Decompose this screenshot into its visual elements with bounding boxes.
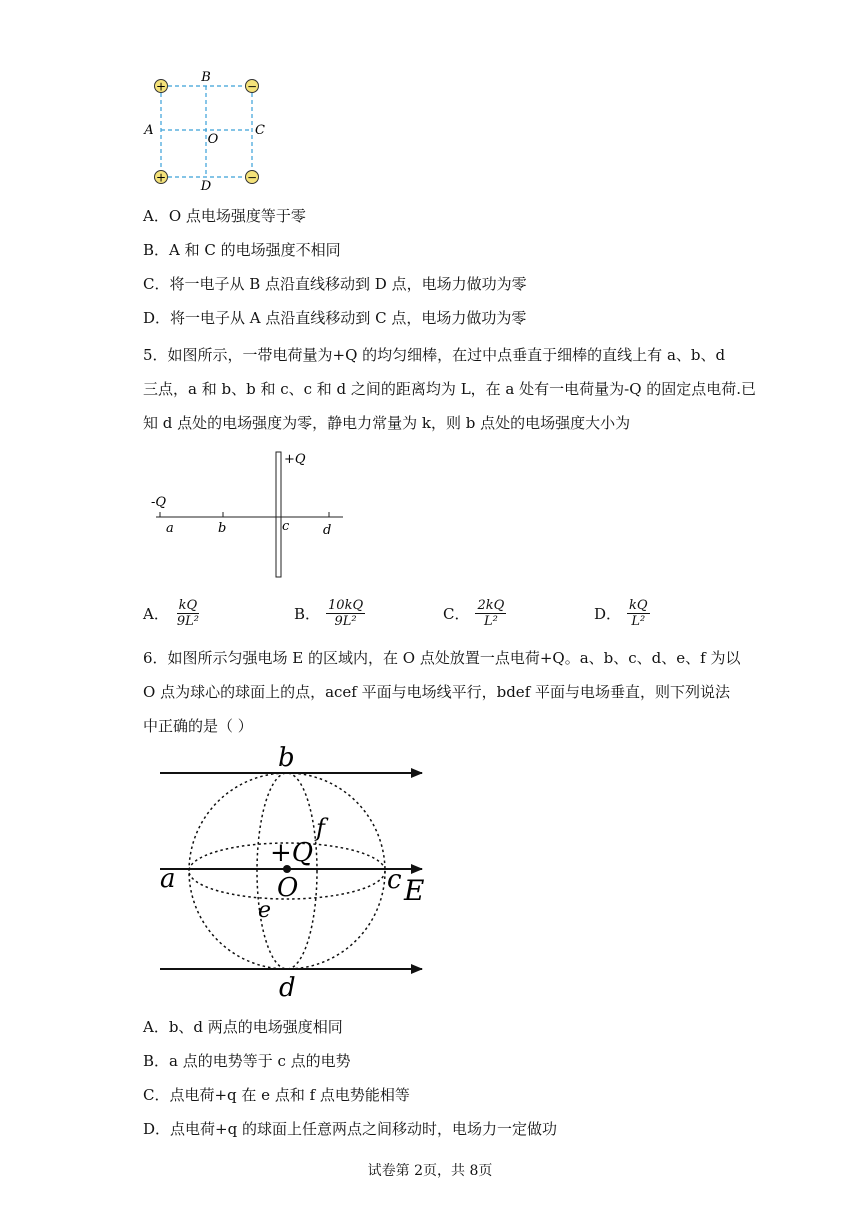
label-O: O [207,132,219,147]
label-b: b [218,521,227,536]
q6-option-c: C．点电荷+q 在 e 点和 f 点电势能相等 [143,1086,410,1104]
q4-option-b: B．A 和 C 的电场强度不相同 [143,241,341,259]
charge-top-left [155,80,168,94]
label-minus-q: -Q [151,495,167,510]
q5-option-b: B． $\frac{10kQ}{\text{9L²}}$ [294,598,364,629]
q6-stem: 6．如图所示匀强电场 E 的区域内，在 O 点处放置一点电荷+Q。a、b、c、d、e、f 为以 O 点为球心的球面上的点，acef 平面与电场线平行，bdef 平面与电场垂直，则下列说法 中正确的是（ ） [143,649,741,735]
label-C: C [255,123,265,138]
svg-text:−: − [246,170,258,185]
q6-figure [150,740,440,1002]
label-e: e [258,898,272,923]
label-plus-q: +Q [284,452,306,467]
q5-option-d: D． $\frac{kQ}{\text{L²}}$ [594,598,648,629]
label-d: d [279,973,296,1002]
label-c: c [387,865,402,895]
label-D: D [200,179,212,194]
q5-option-a: A． $\frac{kQ}{\text{9L²}}$ [143,598,199,629]
q4-option-d: D．将一电子从 A 点沿直线移动到 C 点，电场力做功为零 [143,309,527,327]
q6-option-a: A．b、d 两点的电场强度相同 [143,1018,343,1036]
label-B: B [201,70,211,85]
label-a: a [160,864,176,894]
label-plus-q: +Q [270,838,314,868]
q4-figure [140,66,280,196]
charge-top-right [246,80,259,94]
svg-text:−: − [246,79,258,94]
charge-bottom-left [155,171,168,185]
q5-option-c: C． $\frac{2kQ}{\text{L²}}$ [443,598,505,629]
label-a: a [166,521,174,536]
label-e-field: E [404,874,425,907]
label-b: b [278,743,295,773]
q4-option-c: C．将一电子从 B 点沿直线移动到 D 点，电场力做功为零 [143,275,527,293]
label-d: d [323,523,332,538]
label-A: A [144,123,154,138]
q6-option-d: D．点电荷+q 的球面上任意两点之间移动时，电场力一定做功 [143,1120,557,1138]
svg-text:+: + [155,170,167,185]
q6-option-b: B．a 点的电势等于 c 点的电势 [143,1052,351,1070]
q5-figure [148,448,348,582]
charge-bottom-right [246,171,259,185]
svg-text:+: + [155,79,167,94]
label-c: c [282,519,290,534]
label-f: f [316,814,325,842]
q5-stem: 5．如图所示，一带电荷量为+Q 的均匀细棒，在过中点垂直于细棒的直线上有 a、b、d 三点，a 和 b、b 和 c、c 和 d 之间的距离均为 L，在 a 处有一电荷量为-Q 的固定点电荷.已 知 d 点处的电场强度为零，静电力常量为 k，则 b 点处的电场强度大小为 [143,346,757,432]
q4-option-a: A．O 点电场强度等于零 [143,207,306,225]
page-footer: 试卷第 2页，共 8页 [367,1163,493,1179]
label-o: O [277,873,299,903]
